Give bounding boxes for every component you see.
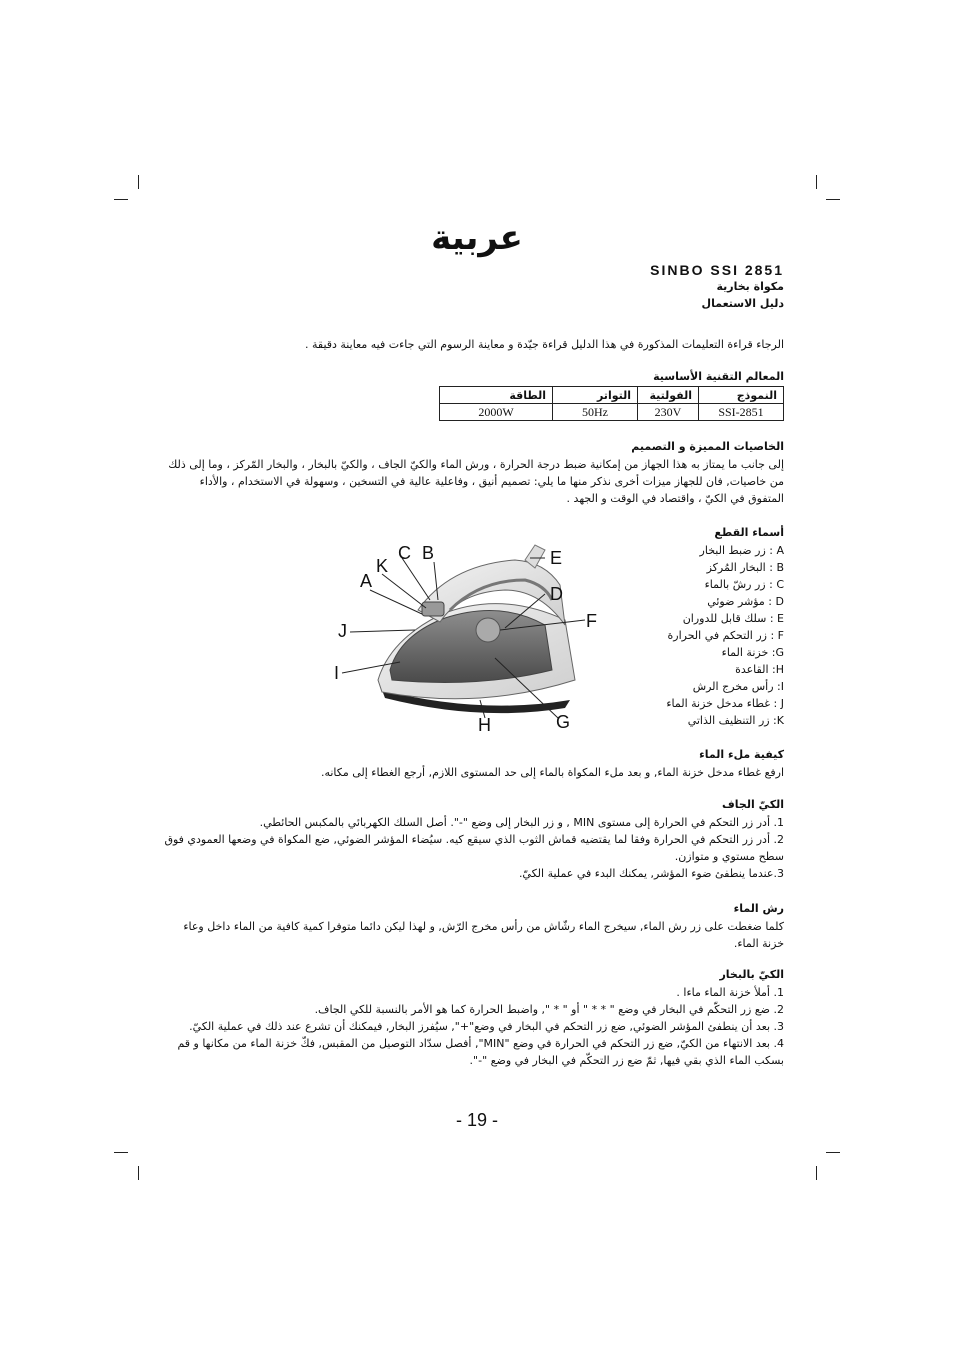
diagram-label-f: F	[586, 611, 597, 631]
steam-iron-steps	[164, 984, 784, 1069]
list-item: G: خزنة الماء	[721, 646, 784, 659]
crop-mark	[816, 175, 817, 189]
specs-value-row	[440, 404, 784, 421]
diagram-label-d: D	[550, 584, 563, 604]
spec-value: SSI-2851	[699, 404, 784, 421]
spec-header: التواتر	[553, 387, 638, 404]
list-item: B : البخار المُركز	[706, 561, 784, 574]
parts-list	[666, 542, 784, 729]
fill-water-title: كيفية ملء الماء	[699, 748, 784, 761]
product-name: مكواة بخارية	[716, 280, 784, 293]
diagram-label-b: B	[422, 543, 435, 563]
crop-mark	[826, 1152, 840, 1153]
list-item: 1. أدر زر التحكم في الحرارة إلى مستوى MIN , و زر البخار إلى وضع "-". أصل السلك الكهربائي بالمكبس الحائطي.	[259, 816, 784, 829]
top-buttons	[422, 602, 444, 616]
diagram-label-i: I	[334, 663, 340, 683]
list-item: C : زر رشّ بالماء	[704, 578, 784, 591]
spec-value: 230V	[638, 404, 699, 421]
list-item: E : سلك قابل للدوران	[682, 612, 784, 625]
fill-water-text: ارفع غطاء مدخل خزنة الماء, و بعد ملء المكواة بالماء إلى حد المستوى اللازم, أرجع الغطاء إلى مكانه.	[320, 766, 784, 779]
iron-body	[390, 610, 552, 682]
list-item: D : مؤشر ضوئي	[707, 595, 784, 608]
steam-iron-title: الكيّ بالبخار	[719, 968, 784, 981]
dry-iron-steps	[164, 814, 784, 882]
spec-header: الطاقة	[440, 387, 553, 404]
iron-diagram	[330, 530, 630, 740]
list-item: 3. بعد أن ينطفئ المؤشر الضوئي, ضع زر التحكم في البخار في وضع"+", سيُفرز البخار, فيمكنك أن تشرع عند ذلك في عملية الكيّ.	[189, 1020, 784, 1033]
leader-line	[382, 574, 426, 608]
leader-line	[370, 590, 422, 614]
spec-value: 2000W	[440, 404, 553, 421]
crop-mark	[138, 1166, 139, 1180]
crop-mark	[826, 199, 840, 200]
diagram-label-h: H	[478, 715, 491, 735]
list-item: 3.عندما ينطفئ ضوء المؤشر, يمكنك البدء في عملية الكيّ.	[518, 867, 784, 880]
crop-mark	[816, 1166, 817, 1180]
spec-value: 50Hz	[553, 404, 638, 421]
diagram-label-c: C	[398, 543, 411, 563]
list-item: 2. أدر زر التحكم في الحرارة وفقا لما يقتضيه قماش الثوب الذي سيقع كيه. سيُضاء المؤشر الضوئي, ضع المكواة في وضعها العمودي فوق سطح مستوي و متوازن.	[164, 833, 784, 863]
list-item: F : زر التحكم في الحرارة	[667, 629, 784, 642]
specs-table	[439, 386, 784, 421]
diagram-label-k: K	[376, 556, 389, 576]
list-item: 1. أملأ خزنة الماء ماءا .	[676, 986, 784, 999]
parts-title: أسماء القطع	[714, 526, 784, 539]
model-name: SINBO SSI 2851	[650, 262, 784, 278]
crop-mark	[138, 175, 139, 189]
spec-header: النموذج	[699, 387, 784, 404]
specs-header-row	[440, 387, 784, 404]
diagram-label-a: A	[360, 571, 373, 591]
specs-title: المعالم التقنية الأساسية	[653, 370, 784, 383]
spray-text: كلما ضغطت على زر رش الماء, سيخرج الماء رشّاش من رأس مخرج الرّش, و لهذا ليكن دائما متوفرا كمية كافية من الماء داخل وعاء خزنة الماء.	[183, 920, 784, 950]
control-dial	[476, 618, 500, 642]
diagram-label-e: E	[550, 548, 563, 568]
crop-mark	[114, 1152, 128, 1153]
features-title: الخاصيات المميزة و التصميم	[631, 440, 784, 453]
intro-text: الرجاء قراءة التعليمات المذكورة في هذا الدليل قراءة جيّدة و معاينة الرسوم التي جاءت فيه معاينة دقيقة .	[304, 338, 784, 351]
list-item: H: القاعدة	[735, 663, 784, 676]
diagram-label-g: G	[556, 712, 571, 732]
list-item: J : غطاء مدخل خزنة الماء	[666, 697, 784, 710]
list-item: 2. ضع زر التحكّم في البخار في وضع " * * " أو " * ", واضبط الحرارة كما هو الأمر بالنسبة للكي الجاف.	[314, 1003, 784, 1016]
page-title: عربية	[431, 218, 523, 258]
spec-header: الفولتية	[638, 387, 699, 404]
page-number: - 19 -	[455, 1110, 498, 1130]
list-item: K: زر التنظيف الذاتي	[687, 714, 784, 727]
list-item: A : زر ضبط البخار	[699, 544, 784, 557]
list-item: 4. بعد الانتهاء من الكيّ, ضع زر التحكم في الحرارة في وضع "MIN", أفصل سدّاد التوصيل من المقبس, فكّ خزنة الماء من مكانها و قم بسكب الماء الذي بقي فيها, ثمّ ضع زر التحكّم في البخار في وضع "-".	[177, 1037, 784, 1067]
diagram-label-j: J	[338, 621, 347, 641]
list-item: I: رأس مخرج الرش	[692, 680, 784, 693]
leader-line	[350, 630, 415, 632]
crop-mark	[114, 199, 128, 200]
dry-iron-title: الكيّ الجاف	[722, 798, 784, 811]
manual-label: دليل الاستعمال	[701, 297, 784, 310]
features-text: إلى جانب ما يمتاز به هذا الجهاز من إمكانية ضبط درجة الحرارة ، ورش الماء والكيّ الجاف ، والكيّ بالبخار ، والبخار المّركز ، وما إلى ذلك من خاصيات, فان للجهاز ميزات أخرى نذكر منها ما يلي: تصميم أنيق ، وفاعلية عالية في التسخين ، وسهولة في الاستخدام ، والأداء المتفوق في الكيّ ، واقتصاد في الوقت و الجهد .	[168, 458, 784, 505]
spray-title: رش الماء	[733, 902, 784, 915]
leader-line	[402, 558, 430, 600]
